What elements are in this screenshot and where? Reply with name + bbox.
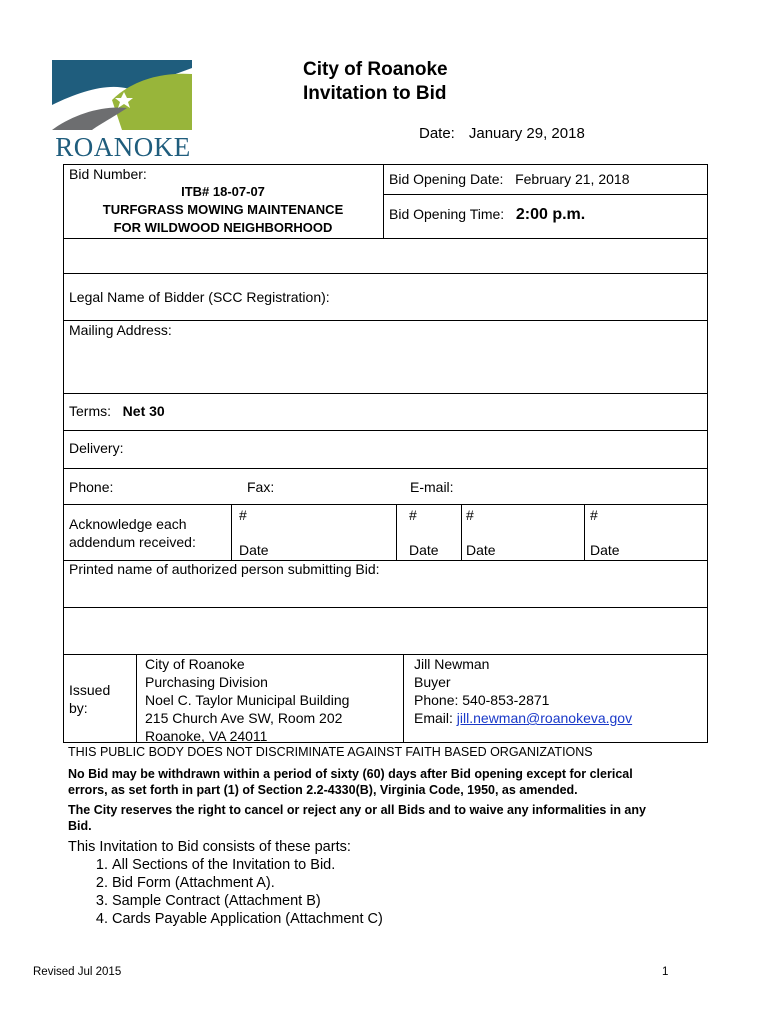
- page-number: 1: [662, 966, 669, 978]
- document-date: [419, 125, 585, 142]
- bid-number-label: Bid Number:: [69, 166, 147, 182]
- addendum-4-date: Date: [590, 542, 620, 558]
- blank-field[interactable]: [64, 238, 707, 272]
- acknowledge-line2: addendum received:: [69, 534, 196, 550]
- acknowledge-line1: Acknowledge each: [69, 516, 187, 532]
- addendum-2-date: Date: [409, 542, 439, 558]
- opening-date-value: February 21, 2018: [515, 171, 630, 187]
- signature-field[interactable]: [64, 608, 707, 652]
- addendum-1-number: #: [239, 507, 247, 523]
- issued-by-line1: Issued: [69, 682, 111, 698]
- withdraw-notice-line2: errors, as set forth in part (1) of Section 2.2-4330(B), Virginia Code, 1950, as amended.: [68, 783, 578, 797]
- date-label: Date:: [419, 125, 455, 142]
- title-line1: City of Roanoke: [303, 59, 448, 80]
- revision-note: Revised Jul 2015: [33, 966, 122, 978]
- list-item: 1. All Sections of the Invitation to Bid.: [112, 856, 383, 874]
- parts-intro: This Invitation to Bid consists of these parts:: [68, 839, 351, 855]
- parts-list: [68, 856, 383, 928]
- mailing-address-field[interactable]: [64, 340, 707, 390]
- addendum-2-number: #: [409, 507, 417, 523]
- terms-value: Net 30: [122, 403, 165, 419]
- addendum-3-date: Date: [466, 542, 496, 558]
- non-discrimination-notice: THIS PUBLIC BODY DOES NOT DISCRIMINATE AGAINST FAITH BASED ORGANIZATIONS: [68, 745, 593, 759]
- reserve-notice-line2: Bid.: [68, 819, 92, 833]
- email-label: E-mail:: [410, 479, 454, 495]
- fax-label: Fax:: [247, 479, 275, 495]
- withdraw-notice-line1: No Bid may be withdrawn within a period of sixty (60) days after Bid opening except for clerical: [68, 767, 633, 781]
- address-line: Purchasing Division: [145, 674, 268, 690]
- phone-label: Phone:: [69, 479, 114, 495]
- addendum-1-date: Date: [239, 542, 269, 558]
- list-item: 2. Bid Form (Attachment A).: [112, 874, 383, 892]
- date-value: January 29, 2018: [468, 125, 585, 142]
- reserve-notice-line1: The City reserves the right to cancel or reject any or all Bids and to waive any informalities in any: [68, 803, 646, 817]
- legal-name-field[interactable]: [360, 274, 706, 318]
- address-line: 215 Church Ave SW, Room 202: [145, 710, 343, 726]
- legal-name-label: Legal Name of Bidder (SCC Registration):: [69, 289, 330, 305]
- delivery-label: Delivery:: [69, 440, 124, 456]
- opening-time-label: Bid Opening Time:: [389, 206, 505, 222]
- roanoke-logo: [52, 60, 194, 162]
- parts-section: [68, 838, 383, 928]
- address-line: City of Roanoke: [145, 656, 245, 672]
- email-label: Email:: [414, 710, 453, 726]
- buyer-email-link[interactable]: jill.newman@roanokeva.gov: [456, 710, 633, 726]
- list-item: 3. Sample Contract (Attachment B): [112, 892, 383, 910]
- opening-date-label: Bid Opening Date:: [389, 171, 504, 187]
- title-line2: Invitation to Bid: [303, 83, 447, 104]
- terms-label: Terms:: [69, 403, 111, 419]
- bid-description-line2: FOR WILDWOOD NEIGHBORHOOD: [113, 220, 333, 235]
- address-line: Noel C. Taylor Municipal Building: [145, 692, 350, 708]
- terms: [69, 403, 165, 420]
- list-item: 4. Cards Payable Application (Attachment C): [112, 910, 383, 928]
- bid-opening-date: [389, 171, 629, 188]
- opening-time-value: 2:00 p.m.: [515, 206, 586, 223]
- itb-number: ITB# 18-07-07: [181, 184, 265, 199]
- page-title: [303, 58, 448, 106]
- contact-title: Buyer: [414, 674, 451, 690]
- contact-name: Jill Newman: [414, 656, 490, 672]
- address-line: Roanoke, VA 24011: [145, 728, 268, 744]
- contact-phone: Phone: 540-853-2871: [414, 692, 550, 708]
- printed-name-label: Printed name of authorized person submitting Bid:: [69, 561, 380, 577]
- addendum-3-number: #: [466, 507, 474, 523]
- mailing-address-label: Mailing Address:: [69, 322, 172, 338]
- bid-description-line1: TURFGRASS MOWING MAINTENANCE: [102, 202, 344, 217]
- addendum-4-number: #: [590, 507, 598, 523]
- contact-email: [414, 710, 632, 727]
- logo-text: ROANOKE: [55, 132, 191, 162]
- bid-opening-time: [389, 206, 585, 223]
- issued-by-line2: by:: [69, 700, 88, 716]
